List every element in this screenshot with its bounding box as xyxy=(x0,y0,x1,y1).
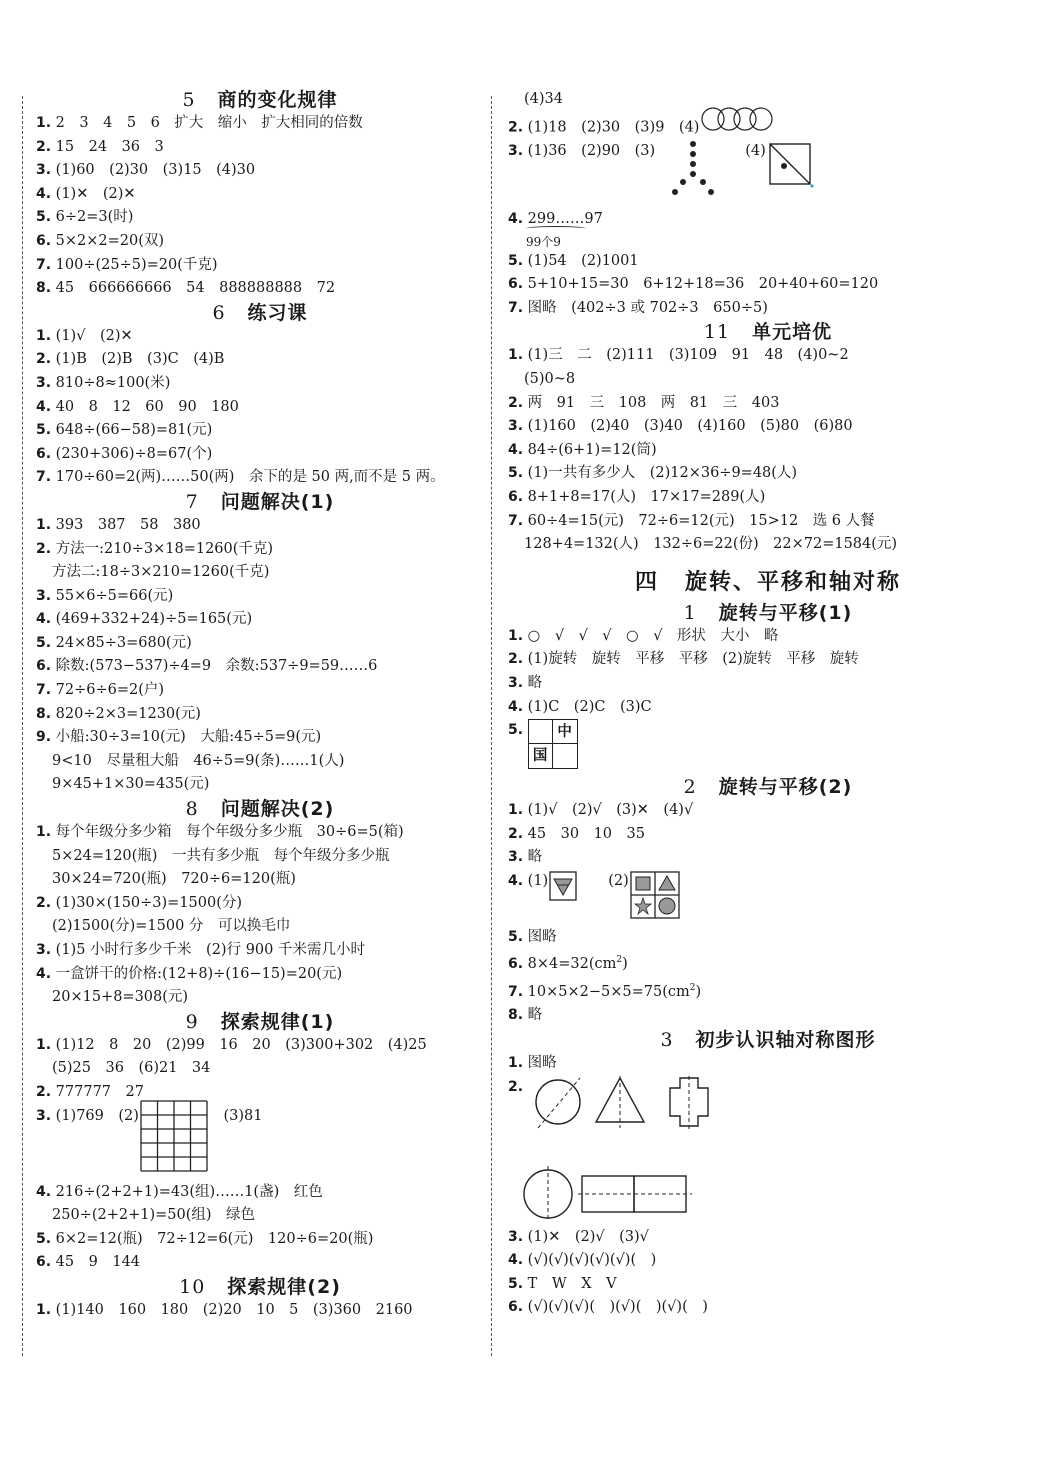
question-number: 5. xyxy=(36,209,52,226)
question-number: 5. xyxy=(36,634,52,651)
section-heading: 5 商的变化规律 xyxy=(182,89,338,111)
question-number: 6. xyxy=(36,232,52,249)
section-heading: 11 单元培优 xyxy=(703,321,833,344)
section-heading: 1 旋转与平移(1) xyxy=(683,601,853,624)
answer-line: 5. (1)54 (2)1001 xyxy=(508,252,639,269)
answer-line: 2. (1)B (2)B (3)C (4)B xyxy=(36,351,225,368)
question-number: 8. xyxy=(36,280,52,297)
answer-line: 7. 图略 (402÷3 或 702÷3 650÷5) xyxy=(508,299,768,316)
answer-line: 5. 图略 xyxy=(508,928,557,945)
question-number: 1. xyxy=(508,347,524,364)
answer-line: 6. (230+306)÷8=67(个) xyxy=(36,445,213,462)
question-number: 2. xyxy=(36,540,52,557)
question-number: 6. xyxy=(36,1254,52,1271)
answer-line: 9. 小船:30÷3=10(元) 大船:45÷5=9(元) xyxy=(36,729,322,746)
answer-line: 5. 648÷(66−58)=81(元) xyxy=(36,422,213,439)
question-number: 2. xyxy=(36,138,52,155)
answer-line: 1. (1)√ (2)✕ xyxy=(36,327,133,344)
answer-line: 250÷(2+2+1)=50(组) 绿色 xyxy=(52,1207,256,1224)
answer-line: 30×24=720(瓶) 720÷6=120(瓶) xyxy=(52,871,296,888)
answer-line: 20×15+8=308(元) xyxy=(52,989,189,1006)
question-number: 2. xyxy=(36,894,52,911)
answer-line: 8. 略 xyxy=(508,1007,543,1024)
question-number: 3. xyxy=(36,374,52,391)
section-heading: 8 问题解决(2) xyxy=(185,798,335,821)
question-number: 3. xyxy=(36,162,52,179)
answer-line: 5. 24×85÷3=680(元) xyxy=(36,634,192,651)
answer-line: 3. 略 xyxy=(508,849,543,866)
answer-line: 9<10 尽量租大船 46÷5=9(条)……1(人) xyxy=(52,752,345,769)
question-number: 4. xyxy=(36,611,52,628)
question-number: 2. xyxy=(36,351,52,368)
question-number: 3. xyxy=(508,849,524,866)
answer-line: 3. 略 xyxy=(508,674,543,691)
answer-line: 1. (1)12 8 20 (2)99 16 20 (3)300+302 (4)25 xyxy=(36,1036,427,1053)
answer-line: 1. ○ √ √ √ ○ √ 形状 大小 略 xyxy=(508,627,779,644)
answer-line: 4. (1)C (2)C (3)C xyxy=(508,698,652,715)
question-number: 4. xyxy=(36,965,52,982)
question-number: 4. xyxy=(508,441,524,458)
question-number: 2. xyxy=(508,118,524,135)
answer-line: 1. 393 387 58 380 xyxy=(36,516,201,533)
answer-line-dots: 3. (1)36 (2)90 (3) (4) xyxy=(508,140,1028,204)
answer-line: 7. 72÷6÷6=2(户) xyxy=(36,682,165,699)
answer-line: 1. (1)√ (2)√ (3)✕ (4)√ xyxy=(508,802,694,819)
answer-line: (5)0~8 xyxy=(524,370,576,387)
question-number: 6. xyxy=(508,956,524,973)
answer-line: 5. 6×2=12(瓶) 72÷12=6(元) 120÷6=20(瓶) xyxy=(36,1230,374,1247)
answer-line: 2. (1)30×(150÷3)=1500(分) xyxy=(36,894,243,911)
answer-line: 2. (1)旋转 旋转 平移 平移 (2)旋转 平移 旋转 xyxy=(508,651,859,668)
section-heading: 3 初步认识轴对称图形 xyxy=(660,1028,876,1051)
answer-line: 4. 84÷(6+1)=12(筒) xyxy=(508,441,657,458)
answer-line: 8. 45 666666666 54 888888888 72 xyxy=(36,280,336,297)
question-number: 4. xyxy=(36,1183,52,1200)
question-number: 5. xyxy=(36,422,52,439)
question-number: 4. xyxy=(508,872,524,889)
answer-line: 2. 方法一:210÷3×18=1260(千克) xyxy=(36,540,274,557)
column-divider xyxy=(22,96,23,1356)
question-number: 6. xyxy=(508,488,524,505)
answer-line: 1. 每个年级分多少箱 每个年级分多少瓶 30÷6=5(箱) xyxy=(36,824,404,841)
answer-line: (2)1500(分)=1500 分 可以换毛巾 xyxy=(52,918,291,935)
question-number: 5. xyxy=(36,1230,52,1247)
question-number: 5. xyxy=(508,928,524,945)
question-number: 5. xyxy=(508,722,524,739)
section-heading: 7 问题解决(1) xyxy=(185,490,335,513)
answer-line: 5. (1)一共有多少人 (2)12×36÷9=48(人) xyxy=(508,465,798,482)
answer-line: 6. 5+10+15=30 6+12+18=36 20+40+60=120 xyxy=(508,276,879,293)
answer-line: 8. 820÷2×3=1230(元) xyxy=(36,705,201,722)
answer-line: 2. 两 91 三 108 两 81 三 403 xyxy=(508,394,780,411)
answer-line-shapes: 4. (1) (2) xyxy=(508,870,1028,926)
question-number: 3. xyxy=(508,142,524,159)
question-number: 7. xyxy=(36,469,52,486)
question-number: 5. xyxy=(508,465,524,482)
column-divider xyxy=(491,96,492,1356)
answer-line-grid: 3. (1)769 (2) (3)81 xyxy=(36,1105,484,1181)
question-number: 2. xyxy=(36,1083,52,1100)
answer-line: 4. (√)(√)(√)(√)(√)( ) xyxy=(508,1252,657,1269)
question-number: 8. xyxy=(508,1007,524,1024)
answer-line: 7. 100÷(25÷5)=20(千克) xyxy=(36,256,218,273)
brace-note: 99个9 xyxy=(526,226,586,255)
question-number: 1. xyxy=(508,1054,524,1071)
section-heading: 10 探索规律(2) xyxy=(179,1275,341,1298)
question-number: 7. xyxy=(508,983,524,1000)
right-column xyxy=(508,88,1028,1320)
question-number: 6. xyxy=(508,1299,524,1316)
question-number: 1. xyxy=(36,516,52,533)
answer-line: 3. (1)60 (2)30 (3)15 (4)30 xyxy=(36,162,256,179)
answer-line: 128+4=132(人) 132÷6=22(份) 22×72=1584(元) xyxy=(524,536,898,553)
answer-line: 9×45+1×30=435(元) xyxy=(52,776,210,793)
answer-line: 6. (√)(√)(√)( )(√)( )(√)( ) xyxy=(508,1299,708,1316)
question-number: 4. xyxy=(508,1252,524,1269)
answer-line: 1. 图略 xyxy=(508,1054,557,1071)
answer-line: 1. (1)三 二 (2)111 (3)109 91 48 (4)0~2 xyxy=(508,347,849,364)
answer-line: 1. (1)140 160 180 (2)20 10 5 (3)360 2160 xyxy=(36,1301,413,1318)
question-number: 4. xyxy=(36,185,52,202)
answer-line-symmetry xyxy=(508,1076,1028,1226)
question-number: 6. xyxy=(36,445,52,462)
answer-line: 2. 15 24 36 3 xyxy=(36,138,164,155)
answer-line: 4. 40 8 12 60 90 180 xyxy=(36,398,239,415)
question-number: 4. xyxy=(508,698,524,715)
answer-line: (5)25 36 (6)21 34 xyxy=(52,1060,211,1077)
question-number: 6. xyxy=(508,276,524,293)
question-number: 3. xyxy=(36,1107,52,1124)
square-diagonal-figure xyxy=(766,140,816,199)
question-number: 3. xyxy=(36,587,52,604)
question-number: 1. xyxy=(508,627,524,644)
answer-line: 4. (1)✕ (2)✕ xyxy=(36,185,136,202)
answer-line: 3. 55×6÷5=66(元) xyxy=(36,587,174,604)
question-number: 3. xyxy=(508,1228,524,1245)
answer-line: 6. 除数:(573−537)÷4=9 余数:537÷9=59……6 xyxy=(36,658,378,675)
answer-line: 7. 60÷4=15(元) 72÷6=12(元) 15>12 选 6 人餐 xyxy=(508,512,875,529)
question-number: 6. xyxy=(36,658,52,675)
four-shapes-figure xyxy=(629,870,681,929)
symmetry-figures-row2 xyxy=(520,1166,1028,1233)
chapter-heading: 四 旋转、平移和轴对称 xyxy=(634,569,902,595)
question-number: 2. xyxy=(508,825,524,842)
char-grid-figure: 中 国 xyxy=(528,719,578,769)
answer-line: 3. 810÷8≈100(米) xyxy=(36,374,171,391)
answer-line: 2. 777777 27 xyxy=(36,1083,144,1100)
answer-line: (4)34 xyxy=(524,91,563,107)
section-heading: 9 探索规律(1) xyxy=(185,1010,335,1033)
answer-line-grid-chars xyxy=(508,719,1028,775)
question-number: 4. xyxy=(508,210,524,227)
answer-line: 3. (1)✕ (2)√ (3)√ xyxy=(508,1228,649,1245)
dot-pattern-figure xyxy=(665,140,721,209)
answer-line: 6. 8+1+8=17(人) 17×17=289(人) xyxy=(508,488,766,505)
answer-line: 5×24=120(瓶) 一共有多少瓶 每个年级分多少瓶 xyxy=(52,847,390,864)
section-heading: 2 旋转与平移(2) xyxy=(683,776,853,799)
question-number: 5. xyxy=(508,1275,524,1292)
question-number: 1. xyxy=(36,327,52,344)
answer-line: 5. T W X V xyxy=(508,1275,617,1292)
question-number: 5. xyxy=(508,252,524,269)
question-number: 7. xyxy=(36,256,52,273)
section-heading: 6 练习课 xyxy=(212,301,308,324)
question-number: 3. xyxy=(36,942,52,958)
question-number: 7. xyxy=(508,299,524,316)
answer-line: 3. (1)160 (2)40 (3)40 (4)160 (5)80 (6)80 xyxy=(508,418,853,435)
question-number: 1. xyxy=(36,115,52,131)
left-column xyxy=(36,88,484,1323)
answer-line: 4. (469+332+24)÷5=165(元) xyxy=(36,611,253,628)
question-number: 7. xyxy=(508,512,524,529)
answer-line: 4. 一盒饼干的价格:(12+8)÷(16−15)=20(元) xyxy=(36,965,343,982)
triangle-in-square-figure xyxy=(548,870,578,911)
answer-line: 7. $10\times 5\times 2-5\times 5=75(cm^2)$ xyxy=(508,982,702,1000)
question-number: 1. xyxy=(36,1036,52,1053)
answer-line: 6. 5×2×2=20(双) xyxy=(36,232,165,249)
answer-line: 4. 216÷(2+2+1)=43(组)……1(盏) 红色 xyxy=(36,1183,323,1200)
question-number: 1. xyxy=(508,802,524,819)
symmetry-figures-row1 xyxy=(530,1076,720,1145)
question-number: 2. xyxy=(508,651,524,668)
answer-line: 方法二:18÷3×210=1260(千克) xyxy=(52,564,270,581)
question-number: 7. xyxy=(36,682,52,699)
grid-figure xyxy=(139,1099,209,1182)
answer-line: 7. 170÷60=2(两)……50(两) 余下的是 50 两,而不是 5 两。 xyxy=(36,469,445,486)
question-number: 1. xyxy=(36,1301,52,1318)
answer-line-circles: 2. (1)18 (2)30 (3)9 (4) xyxy=(508,112,1028,140)
four-circles-figure xyxy=(699,106,779,143)
answer-line: 1. 2 3 4 5 6 扩大 缩小 扩大相同的倍数 xyxy=(36,115,363,131)
question-number: 3. xyxy=(508,674,524,691)
answer-line: 5. 6÷2=3(时) xyxy=(36,209,134,226)
question-number: 3. xyxy=(508,418,524,435)
question-number: 9. xyxy=(36,729,52,746)
question-number: 4. xyxy=(36,398,52,415)
question-number: 1. xyxy=(36,824,52,841)
answer-line-brace: 4. 299……97 99个9 xyxy=(508,208,1028,250)
answer-line: 2. 45 30 10 35 xyxy=(508,825,645,842)
answer-line: 3. (1)5 小时行多少千米 (2)行 900 千米需几小时 xyxy=(36,942,365,958)
question-number: 2. xyxy=(508,1078,524,1095)
answer-line: 6. 45 9 144 xyxy=(36,1254,141,1271)
question-number: 8. xyxy=(36,705,52,722)
question-number: 2. xyxy=(508,394,524,411)
answer-line: 6. $8\times 4=32(cm^2)$ xyxy=(508,955,628,973)
